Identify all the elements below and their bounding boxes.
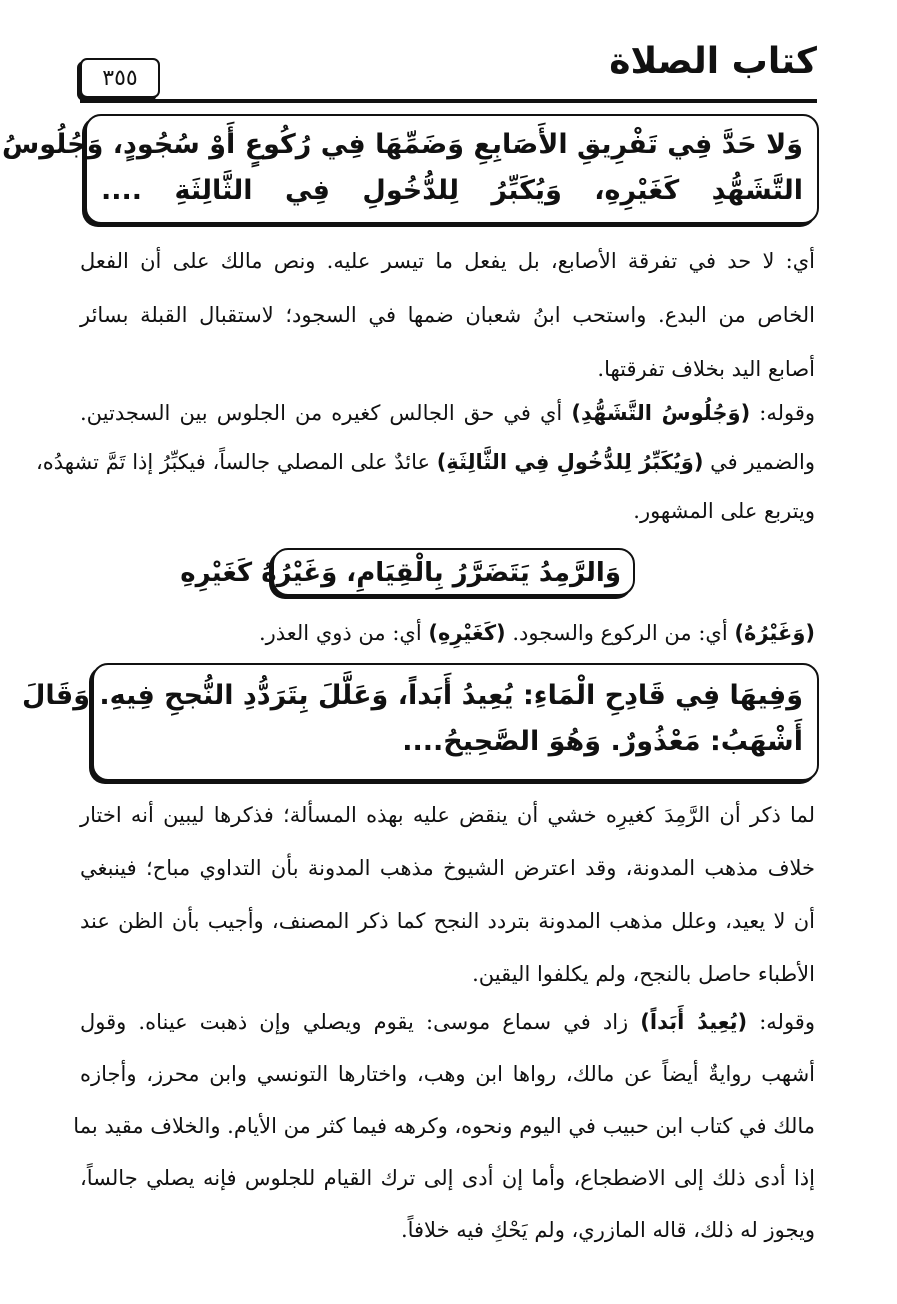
text-run: عائدٌ على المصلي جالساً، فيكبِّرُ إذا تَمَّ تشهدُه، [35,450,437,474]
quoted-matn: (يُعِيدُ أَبَداً) [640,1010,748,1034]
text-run: أي: من ذوي العذر. [258,621,429,645]
paragraph-line: ويتربع على المشهور. [633,499,815,523]
text-run: زاد في سماع موسى: يقوم ويصلي وإن ذهبت عيناه. وقول [80,1010,641,1034]
matn-line: وَلا حَدَّ فِي تَفْرِيقِ الأَصَابِعِ وَضَمِّهَا فِي رُكُوعٍ أَوْ سُجُودٍ، وَجُلُوسُ [1,129,803,160]
matn-box-2 [180,548,635,596]
text-run: والضمير في [703,450,815,474]
commentary-paragraph-2 [35,389,815,536]
paragraph-line: الأطباء حاصل بالنجح، ولم يكلفوا اليقين. [472,962,815,986]
paragraph-line: أشهب روايةٌ أيضاً عن مالك، رواها ابن وهب، واختارها التونسي وابن محرز، وأجازه [80,1062,815,1086]
paragraph-line [80,996,815,1048]
paragraph-line [35,438,815,487]
book-title: كتاب الصلاة [609,41,817,82]
paragraph-line: لما ذكر أن الرَّمِدَ كغيرِه خشي أن ينقض عليه بهذه المسألة؛ فذكرها ليبين أنه اختار [80,803,815,827]
quoted-matn: (كَغَيْرِهِ) [428,621,506,645]
quoted-matn: (وَجُلُوسُ التَّشَهُّدِ) [571,401,751,425]
paragraph-line: مالك في كتاب ابن حبيب في اليوم ونحوه، وكرهه فيما كثر من الأيام. والخلاف مقيد بما [73,1114,815,1138]
quoted-matn: (وَغَيْرُهُ) [734,621,815,645]
matn-box-1 [1,114,819,224]
commentary-paragraph-1 [80,234,815,396]
paragraph-line [80,616,815,650]
text-run: وقوله: [747,1010,815,1034]
paragraph-line: أي: لا حد في تفرقة الأصابع، بل يفعل ما تيسر عليه. ونص مالك على أن الفعل [80,249,815,273]
text-run: أي في حق الجالس كغيره من الجلوس بين السجدتين. [80,401,572,425]
matn-line: وَفِيهَا فِي قَادِحِ الْمَاءِ: يُعِيدُ أَبَداً، وَعَلَّلَ بِتَرَدُّدِ النُّجحِ فِيهِ. وَقَالَ [21,680,803,711]
text-run: أي: من الركوع والسجود. [505,621,735,645]
paragraph-line: أصابع اليد بخلاف تفرقتها. [597,357,815,381]
paragraph-line: الخاص من البدع. واستحب ابنُ شعبان ضمها في السجود؛ لاستقبال القبلة بسائر [80,303,815,327]
commentary-paragraph-3 [80,616,815,650]
quoted-matn: (وَيُكَبِّرُ لِلدُّخُولِ فِي الثَّالِثَةِ) [436,450,704,474]
paragraph-line: أن لا يعيد، وعلل مذهب المدونة بتردد النجح كما ذكر المصنف، وأجيب بأن الظن عند [80,909,815,933]
commentary-paragraph-4 [80,789,815,1001]
page-number-box [80,58,160,98]
header-rule [80,99,817,103]
matn-box-3 [21,663,819,781]
paragraph-line: خلاف مذهب المدونة، وقد اعترض الشيوخ مذهب المدونة بأن التداوي مباح؛ فينبغي [80,856,815,880]
matn-line: أَشْهَبُ: مَعْذُورٌ. وَهُوَ الصَّحِيحُ.... [402,726,803,757]
paragraph-line: ويجوز له ذلك، قاله المازري، ولم يَحْكِ فيه خلافاً. [400,1218,815,1242]
text-run: وقوله: [750,401,815,425]
matn-line: التَّشَهُّدِ كَغَيْرِهِ، وَيُكَبِّرُ لِلدُّخُولِ فِي الثَّالِثَةِ .... [101,175,803,206]
page-number: ٣٥٥ [102,65,138,91]
paragraph-line [80,389,815,438]
paragraph-line: إذا أدى ذلك إلى الاضطجاع، وأما إن أدى إلى ترك القيام للجلوس فإنه يصلي جالساً، [80,1166,815,1190]
commentary-paragraph-5 [73,996,815,1256]
matn-line: وَالرَّمِدُ يَتَضَرَّرُ بِالْقِيَامِ، وَغَيْرُهُ كَغَيْرِهِ [180,558,621,588]
